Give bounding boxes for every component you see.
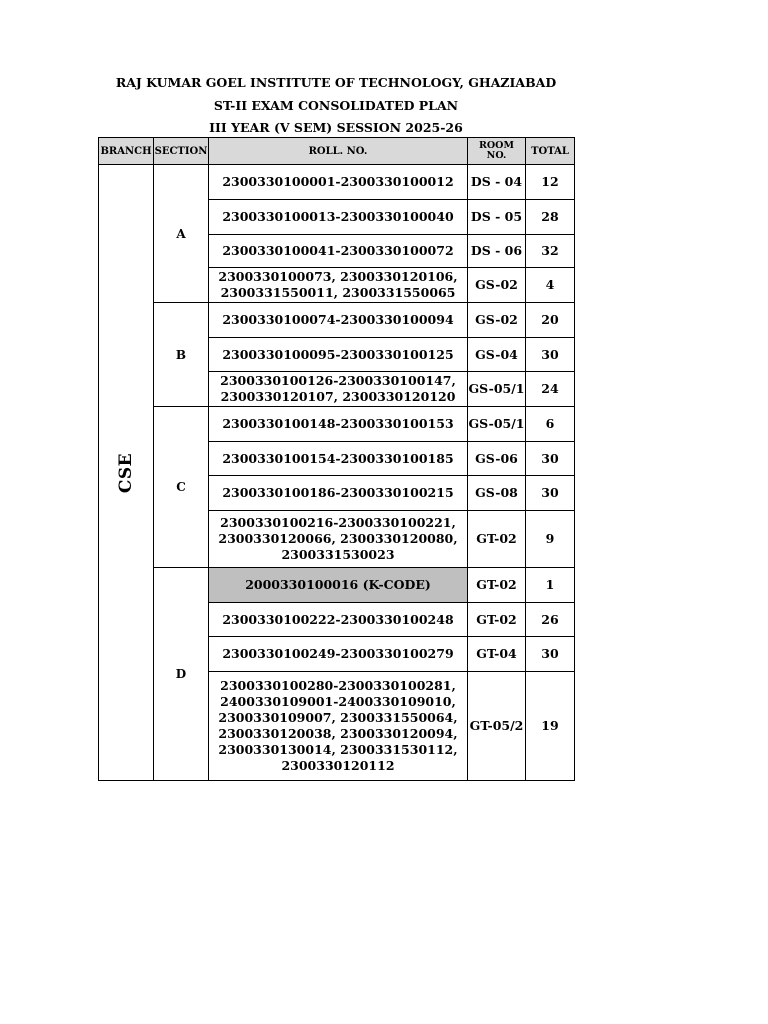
section-label: B — [175, 347, 187, 362]
roll-no-cell: 2300330100013-2300330100040 — [209, 200, 468, 235]
total-cell: 20 — [526, 303, 575, 338]
roll-no-cell: 2300330100280-2300330100281, 2400330109001-2400330109010, 2300330109007, 2300331550064, 2300330120038, 2300330120094, 2300330130014, 2300331530112, 2300330120112 — [209, 672, 468, 781]
exam-plan-table — [98, 137, 575, 781]
section-column-header: SECTION — [154, 138, 209, 165]
branch-label: CSE — [115, 452, 136, 493]
section-cell-b — [154, 303, 209, 407]
total-cell: 4 — [526, 268, 575, 303]
total-cell: 1 — [526, 568, 575, 603]
roll-no-cell: 2300330100041-2300330100072 — [209, 235, 468, 268]
branch-cell — [99, 165, 154, 781]
institute-title: RAJ KUMAR GOEL INSTITUTE OF TECHNOLOGY, GHAZIABAD — [115, 75, 557, 90]
document-header — [98, 72, 574, 140]
room-cell: GS-05/1 — [468, 407, 526, 442]
table-row — [99, 165, 575, 200]
section-cell-d — [154, 568, 209, 781]
roll-no-cell: 2300330100095-2300330100125 — [209, 338, 468, 372]
table-header-row — [99, 138, 575, 165]
room-cell: GT-02 — [468, 568, 526, 603]
exam-plan-title: ST-II EXAM CONSOLIDATED PLAN — [213, 97, 459, 113]
room-cell: GT-02 — [468, 511, 526, 568]
table-row — [99, 303, 575, 338]
roll-no-cell: 2300330100186-2300330100215 — [209, 476, 468, 511]
total-cell: 9 — [526, 511, 575, 568]
total-column-header: TOTAL — [526, 138, 575, 165]
roll-no-cell-highlighted: 2000330100016 (K-CODE) — [209, 568, 468, 603]
total-cell: 19 — [526, 672, 575, 781]
roll-no-cell: 2300330100073, 2300330120106, 2300331550011, 2300331550065 — [209, 268, 468, 303]
roll-no-cell: 2300330100126-2300330100147, 2300330120107, 2300330120120 — [209, 372, 468, 407]
room-cell: GT-02 — [468, 603, 526, 637]
session-title: III YEAR (V SEM) SESSION 2025-26 — [209, 120, 463, 135]
roll-no-cell: 2300330100074-2300330100094 — [209, 303, 468, 338]
room-cell: DS - 05 — [468, 200, 526, 235]
section-label: A — [176, 226, 186, 241]
room-cell: DS - 06 — [468, 235, 526, 268]
roll-no-cell: 2300330100148-2300330100153 — [209, 407, 468, 442]
total-cell: 30 — [526, 476, 575, 511]
section-cell-c — [154, 407, 209, 568]
total-cell: 30 — [526, 338, 575, 372]
room-cell: DS - 04 — [468, 165, 526, 200]
roll-no-cell: 2300330100216-2300330100221, 2300330120066, 2300330120080, 2300331530023 — [209, 511, 468, 568]
total-cell: 6 — [526, 407, 575, 442]
table-row — [99, 568, 575, 603]
table-row — [99, 407, 575, 442]
room-cell: GS-08 — [468, 476, 526, 511]
roll-no-cell: 2300330100001-2300330100012 — [209, 165, 468, 200]
room-no-header-text: ROOM NO. — [479, 140, 514, 161]
section-label: D — [175, 667, 187, 681]
total-cell: 24 — [526, 372, 575, 407]
total-cell: 32 — [526, 235, 575, 268]
roll-no-cell: 2300330100222-2300330100248 — [209, 603, 468, 637]
room-cell: GS-05/1 — [468, 372, 526, 407]
room-cell: GS-04 — [468, 338, 526, 372]
room-cell: GT-05/2 — [468, 672, 526, 781]
total-cell: 30 — [526, 442, 575, 476]
room-no-column-header — [468, 138, 526, 165]
total-cell: 26 — [526, 603, 575, 637]
section-cell-a — [154, 165, 209, 303]
total-cell: 28 — [526, 200, 575, 235]
total-cell: 30 — [526, 637, 575, 672]
room-cell: GS-02 — [468, 268, 526, 303]
roll-no-cell: 2300330100154-2300330100185 — [209, 442, 468, 476]
branch-column-header: BRANCH — [99, 138, 154, 165]
room-cell: GS-02 — [468, 303, 526, 338]
roll-no-column-header: ROLL. NO. — [209, 138, 468, 165]
room-cell: GT-04 — [468, 637, 526, 672]
room-cell: GS-06 — [468, 442, 526, 476]
roll-no-cell: 2300330100249-2300330100279 — [209, 637, 468, 672]
section-label: C — [176, 480, 186, 494]
total-cell: 12 — [526, 165, 575, 200]
